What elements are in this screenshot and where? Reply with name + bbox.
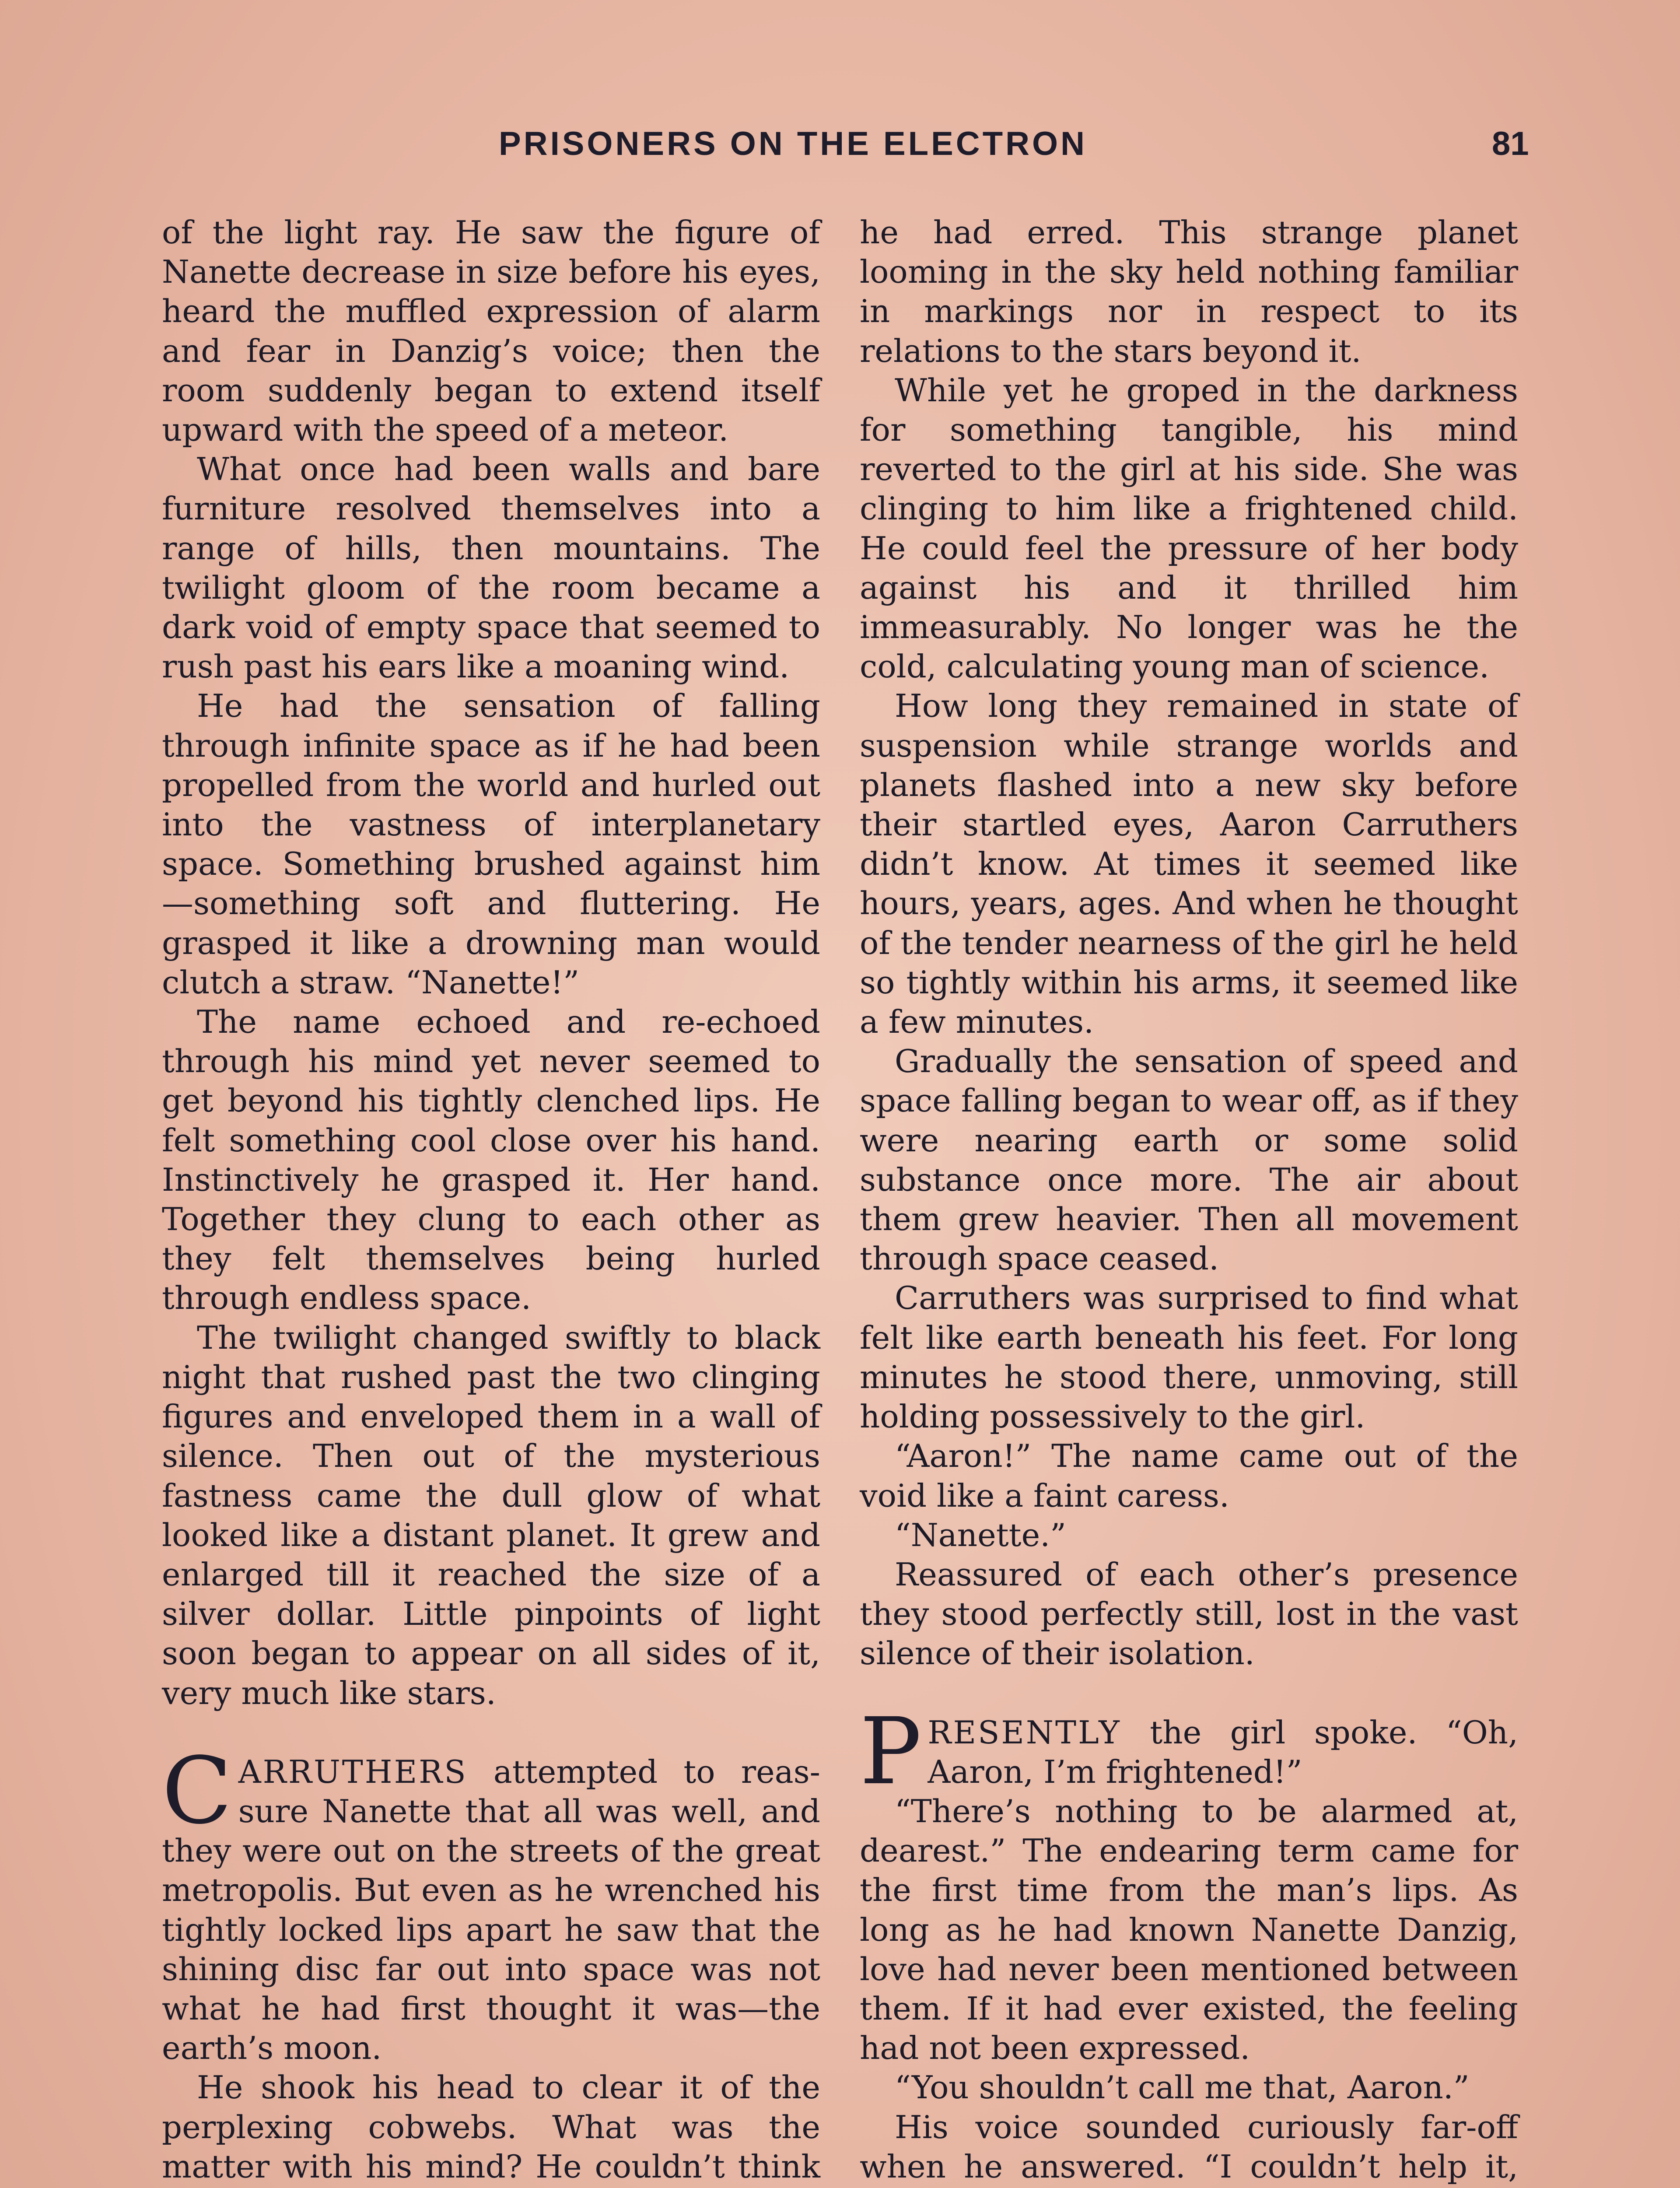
paragraph: Gradually the sensation of speed and space falling began to wear off, as if they were nearing earth or some solid substance once more. The air about them grew heavier. Then all movement through space ceased. <box>860 1043 1518 1277</box>
right-column <box>860 213 1518 2188</box>
paragraph: “You shouldn’t call me that, Aaron.” <box>895 2069 1470 2106</box>
paragraph: His voice sounded curiously far-off when he answered. “I couldn’t help it, <box>860 2108 1518 2185</box>
paragraph: How long they remained in state of suspension while strange worlds and planets flashed into a new sky before their startled eyes, Aaron Carruthers didn’t know. At times it seemed like hours, years, ages. And when he thought of the tender nearness of the girl he held so tightly within his arms, it seemed like a few minutes. <box>860 687 1518 1041</box>
section-opening-paragraph <box>860 1697 1518 1805</box>
paragraph: What once had been walls and bare furniture resolved themselves into a range of hills, then mountains. The twilight gloom of the room became a dark void of empty space that seemed to rush past his ears like a moaning wind. <box>162 451 820 685</box>
section-opening-paragraph <box>162 1737 820 2068</box>
paragraph: The name echoed and re-echoed through his mind yet never seemed to get beyond his tightly clenched lips. He felt something cool close over his hand. Instinctively he grasped it. Her hand. Together they clung to each other as they felt themselves being hurled through endless space. <box>162 1003 820 1317</box>
paragraph: “There’s nothing to be alarmed at, dearest.” The endearing term came for the first time from the man’s lips. As long as he had known Nanette Danzig, love had never been mentioned between them. If it had ever existed, the feeling had not been expressed. <box>860 1792 1518 2067</box>
section-paragraph-text: attempted to reassure Nanette that all was well, and they were out on the streets of the great metropolis. But even as he wrenched his tightly locked lips apart he saw that the shining disc far out into space was not what he had first thought it was—the earth’s moon. <box>162 1753 820 2067</box>
paragraph: The twilight changed swiftly to black night that rushed past the two clinging figures and enveloped them in a wall of silence. Then out of the mysterious fastness came the dull glow of what looked like a distant planet. It grew and enlarged till it reached the size of a silver dollar. Little pinpoints of light soon began to appear on all sides of it, very much like stars. <box>162 1319 820 1711</box>
paragraph: Carruthers was surprised to find what felt like earth beneath his feet. For long minutes he stood there, unmoving, still holding possessively to the girl. <box>860 1280 1518 1435</box>
section-paragraph-text: the girl spoke. “Oh, Aaron, I’m frightened!” <box>928 1714 1518 1790</box>
paragraph: of the light ray. He saw the figure of Nanette decrease in size before his eyes, heard the muffled expression of alarm and fear in Danzig’s voice; then the room suddenly began to extend itself upward with the speed of a meteor. <box>162 214 820 449</box>
paragraph: Reassured of each other’s presence they stood perfectly still, lost in the vast silence of their isolation. <box>860 1556 1518 1672</box>
paragraph: he had erred. This strange planet looming in the sky held nothing familiar in markings nor in respect to its relations to the stars beyond it. <box>860 214 1518 369</box>
section-lead-word: RESENTLY <box>928 1714 1121 1751</box>
running-title: PRISONERS ON THE ELECTRON <box>499 125 1087 162</box>
section-lead-word: ARRUTHERS <box>238 1753 468 1790</box>
drop-cap: C <box>162 1737 232 1844</box>
paragraph: “Aaron!” The name came out of the void like a faint caress. <box>860 1438 1518 1514</box>
paragraph: He shook his head to clear it of the perplexing cobwebs. What was the matter with his mind? He couldn’t think <box>162 2069 820 2185</box>
paragraph: He had the sensation of falling through infinite space as if he had been propelled from the world and hurled out into the vastness of interplanetary space. Something brushed against him —something soft and fluttering. He grasped it like a drowning man would clutch a straw. “Nanette!” <box>162 687 820 1001</box>
drop-cap: P <box>860 1697 922 1805</box>
paragraph: While yet he groped in the darkness for something tangible, his mind reverted to the girl at his side. She was clinging to him like a frightened child. He could feel the pressure of her body against his and it thrilled him immeasurably. No longer was he the cold, calculating young man of science. <box>860 372 1518 685</box>
left-column <box>162 213 820 2188</box>
page-number: 81 <box>1492 125 1529 162</box>
running-head <box>0 120 1680 173</box>
paragraph: “Nanette.” <box>895 1516 1066 1553</box>
